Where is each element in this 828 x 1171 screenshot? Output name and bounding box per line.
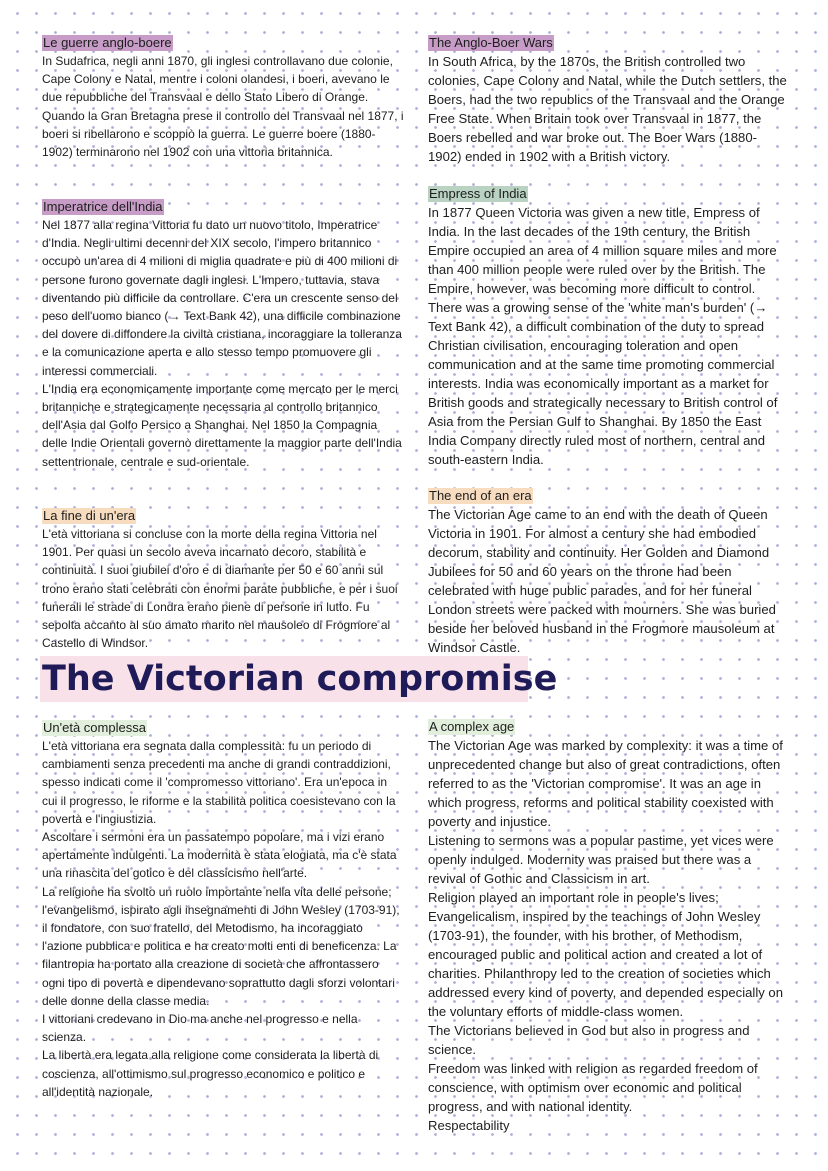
paragraph: Ascoltare i sermoni era un passatempo popolare, ma i vizi erano apertamente indulgenti. La modernità è stata elogiata, ma c'è stata una rinascita del gotico e del classicismo nell'arte. <box>42 830 397 881</box>
section-end-of-era-en <box>428 487 790 657</box>
paragraph: La religione ha svolto un ruolo importante nella vita delle persone; l'evangelismo, ispirato agli insegnamenti di John Wesley (1703-91), il fondatore, con suo fratello, del Metodismo, ha incoraggiato l'azione pubblica e politica e ha creato molti enti di beneficenza. La filantropia ha portato alla creazione di società che affrontassero ogni tipo di povertà e dipendevano soprattutto dagli sforzi volontari delle donne della classe media. <box>42 884 400 1008</box>
section-heading: The end of an era <box>429 488 532 503</box>
section-empress-india-en <box>428 185 790 469</box>
paragraph: The Victorian Age was marked by complexity: it was a time of unprecedented change but also of great contradictions, often referred to as the 'Victorian compromise'. It was an age in which progress, reforms and political stability coexisted with poverty and injustice. <box>428 738 783 829</box>
section-boer-wars-it <box>42 34 404 161</box>
paragraph: L'età vittoriana era segnata dalla complessità: fu un periodo di cambiamenti senza precedenti ma anche di grandi contraddizioni, spesso indicati come il 'compromesso vittoriano'. Era un'epoca in cui il progresso, le riforme e la stabilità politica coesistevano con la povertà e l'ingiustizia. <box>42 739 396 826</box>
paragraph: Freedom was linked with religion as regarded freedom of conscience, with optimism over economic and political progress, and with national identity. <box>428 1061 758 1114</box>
paragraph: Respectability <box>428 1118 510 1133</box>
section-empress-india-it <box>42 198 404 471</box>
paragraph: The Victorians believed in God but also in progress and science. <box>428 1023 750 1057</box>
section-heading: The Anglo-Boer Wars <box>429 35 553 50</box>
section-heading: A complex age <box>429 719 515 734</box>
paragraph: In Sudafrica, negli anni 1870, gli inglesi controllavano due colonie, Cape Colony e Natal, mentre i coloni olandesi, i boeri, avevano le due repubbliche del Transvaal e dello Stato Libero di Orange. Quando la Gran Bretagna prese il controllo del Transvaal nel 1877, i boeri si ribellarono e scoppiò la guerra. Le guerre boere (1880-1902) terminarono nel 1902 con una vittoria britannica. <box>42 54 404 160</box>
section-heading: Le guerre anglo-boere <box>43 35 172 50</box>
section-end-of-era-it <box>42 507 404 652</box>
paragraph: L'età vittoriana si concluse con la morte della regina Vittoria nel 1901. Per quasi un secolo aveva incarnato decoro, stabilità e continuità. I suoi giubilei d'oro e di diamante per 50 e 60 anni sul trono erano stati celebrati con enormi parate pubbliche, e per i suoi funerali le strade di Londra erano piene di persone in lutto. Fu sepolta accanto al suo amato marito nel mausoleo di Frogmore al Castello di Windsor. <box>42 527 398 651</box>
page-title: The Victorian compromise <box>40 656 528 702</box>
section-complex-age-en <box>428 718 790 1135</box>
section-heading: Imperatrice dell'India <box>43 199 163 214</box>
section-heading: La fine di un'era <box>43 508 136 523</box>
section-boer-wars-en <box>428 34 790 166</box>
section-heading: Un'età complessa <box>43 720 146 735</box>
section-complex-age-it <box>42 719 404 1101</box>
paragraph: La libertà era legata alla religione come considerata la libertà di coscienza, all'ottimismo sul progresso economico e politico e all'identità nazionale. <box>42 1048 379 1099</box>
paragraph: Nel 1877 alla regina Vittoria fu dato un nuovo titolo, Imperatrice d'India. Negli ultimi decenni del XIX secolo, l'impero britannico occupò un'area di 4 milioni di miglia quadrate e più di 400 milioni di persone furono governate dagli inglesi. L'Impero, tuttavia, stava diventando più difficile da controllare. C'era un crescente senso del peso dell'uomo bianco (→ Text Bank 42), una difficile combinazione del dovere di diffondere la civiltà cristiana, incoraggiare la tolleranza e la comunicazione aperta e allo stesso tempo promuovere gli interessi commerciali. <box>42 218 402 378</box>
paragraph: Religion played an important role in people's lives; Evangelicalism, inspired by the teachings of John Wesley (1703-91), the founder, with his brother, of Methodism, encouraged public and political action and created a lot of charities. Philanthropy led to the creation of societies which addressed every kind of poverty, and depended especially on the voluntary efforts of middle-class women. <box>428 890 783 1019</box>
paragraph: Listening to sermons was a popular pastime, yet vices were openly indulged. Modernity was praised but there was a revival of Gothic and Classicism in art. <box>428 833 774 886</box>
paragraph: In South Africa, by the 1870s, the British controlled two colonies, Cape Colony and Natal, while the Dutch settlers, the Boers, had the two republics of the Transvaal and the Orange Free State. When Britain took over Transvaal in 1877, the Boers rebelled and war broke out. The Boer Wars (1880-1902) ended in 1902 with a British victory. <box>428 54 787 164</box>
paragraph: L'India era economicamente importante come mercato per le merci britanniche e strategicamente necessaria al controllo britannico dell'Asia dal Golfo Persico a Shanghai. Nel 1850 la Compagnia delle Indie Orientali governò direttamente la maggior parte dell'India settentrionale, centrale e sud-orientale. <box>42 381 402 469</box>
paragraph: I vittoriani credevano in Dio ma anche nel progresso e nella scienza. <box>42 1012 358 1045</box>
paragraph: In 1877 Queen Victoria was given a new title, Empress of India. In the last decades of the 19th century, the British Empire occupied an area of 4 million square miles and more than 400 million people were ruled over by the British. The Empire, however, was becoming more difficult to control. There was a growing sense of the 'white man's burden' (→ Text Bank 42), a difficult combination of the duty to spread Christian civilisation, encouraging toleration and open communication and at the same time promoting commercial interests. India was economically important as a market for British goods and strategically necessary to British control of Asia from the Persian Gulf to Shanghai. By 1850 the East India Company directly ruled most of northern, central and south-eastern India. <box>428 205 778 467</box>
section-heading: Empress of India <box>429 186 527 201</box>
paragraph: The Victorian Age came to an end with the death of Queen Victoria in 1901. For almost a century she had embodied decorum, stability and continuity. Her Golden and Diamond Jubilees for 50 and 60 years on the throne had been celebrated with huge public parades, and for her funeral London streets were packed with mourners. She was buried beside her beloved husband in the Frogmore mausoleum at Windsor Castle. <box>428 507 776 655</box>
